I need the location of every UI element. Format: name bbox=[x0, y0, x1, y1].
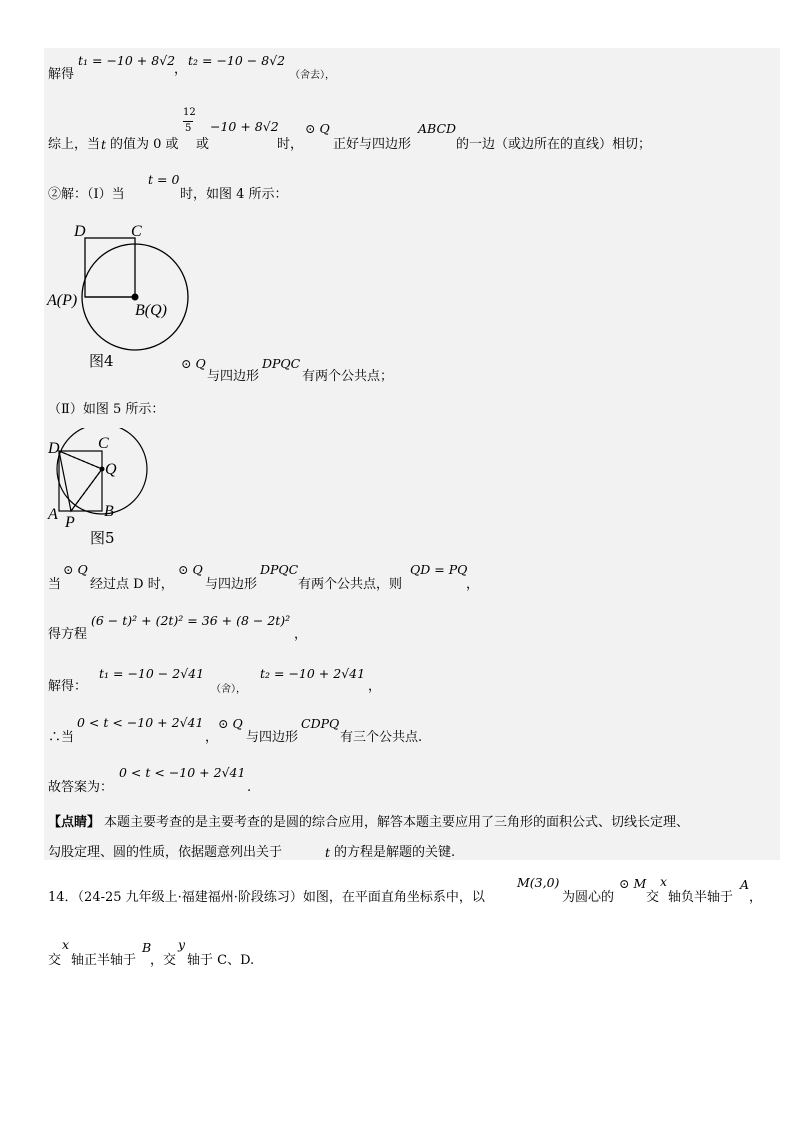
question-14-text: 14．（24-25 九年级上·福建福州·阶段练习）如图，在平面直角坐标系中，以 bbox=[48, 890, 485, 905]
triangle-dqp bbox=[59, 451, 102, 511]
label-d: D bbox=[48, 440, 60, 457]
text: 的值为 0 或 bbox=[110, 137, 179, 152]
label-a: A bbox=[48, 506, 58, 523]
text: ， bbox=[174, 62, 188, 77]
text: 有两个公共点； bbox=[302, 369, 394, 384]
text: 本题主要考查的是主要考查的是圆的综合应用，解答本题主要应用了三角形的面积公式、切线长定理、 bbox=[104, 815, 690, 830]
math-dpqc: DPQC bbox=[260, 562, 299, 577]
text: ， bbox=[294, 627, 308, 642]
label-c: C bbox=[131, 223, 142, 240]
point-b: B bbox=[142, 940, 152, 955]
text: 正好与四边形 bbox=[333, 137, 412, 152]
circle-q: ⊙ Q bbox=[218, 716, 243, 731]
circle-m: ⊙ M bbox=[619, 876, 647, 891]
point-a: A bbox=[740, 877, 750, 892]
point-b bbox=[132, 294, 139, 301]
text: 勾股定理、圆的性质，依据题意列出关于 bbox=[48, 845, 283, 860]
var-t: t bbox=[101, 137, 107, 152]
text: . bbox=[247, 780, 252, 795]
math-t2: t₂ = −10 − 8√2 bbox=[188, 53, 286, 68]
text: 有三个公共点. bbox=[340, 730, 423, 745]
circle-q: ⊙ Q bbox=[63, 562, 88, 577]
circle-q: ⊙ Q bbox=[178, 562, 203, 577]
math-dpqc: DPQC bbox=[262, 356, 301, 371]
label-b: B bbox=[104, 503, 114, 520]
label-bq: B(Q) bbox=[135, 302, 167, 319]
math-abcd: ABCD bbox=[418, 121, 457, 136]
frac-den: 5 bbox=[185, 123, 192, 134]
text: 轴负半轴于 bbox=[668, 890, 734, 905]
math-answer: 0 < t < −10 + 2√41 bbox=[119, 765, 246, 780]
point-q bbox=[100, 467, 105, 472]
text: ， bbox=[205, 730, 219, 745]
math-t2: t₂ = −10 + 2√41 bbox=[260, 666, 366, 681]
text: 得方程 bbox=[48, 627, 88, 642]
math-eq: QD = PQ bbox=[410, 562, 468, 577]
label-ap: A(P) bbox=[47, 292, 78, 309]
label-c: C bbox=[98, 435, 109, 452]
dianjing-label: 【点睛】 bbox=[48, 815, 101, 830]
text: ∴当 bbox=[48, 730, 75, 745]
text: 当 bbox=[48, 577, 62, 592]
square-abcd bbox=[85, 238, 135, 297]
math-t0: t = 0 bbox=[148, 172, 180, 187]
var-y: y bbox=[178, 937, 186, 952]
var-t: t bbox=[325, 845, 331, 860]
fig5-caption: 图5 bbox=[90, 529, 115, 547]
math-t1: t₁ = −10 + 8√2 bbox=[78, 53, 176, 68]
text: ， bbox=[466, 577, 480, 592]
var-x: x bbox=[62, 937, 70, 952]
text: 交 bbox=[646, 890, 660, 905]
text: 轴于 C、D. bbox=[187, 953, 255, 968]
text: 综上，当 bbox=[48, 137, 101, 152]
figure-4 bbox=[44, 218, 204, 378]
text: （舍去）， bbox=[290, 70, 335, 81]
math-expr: −10 + 8√2 bbox=[210, 119, 279, 134]
text: （Ⅱ）如图 5 所示： bbox=[48, 402, 165, 417]
text: 与四边形 bbox=[246, 730, 299, 745]
text: 或 bbox=[196, 137, 210, 152]
fig4-caption: 图4 bbox=[89, 352, 114, 370]
frac-num: 12 bbox=[183, 107, 196, 118]
label-d: D bbox=[74, 223, 86, 240]
text: 的一边（或边所在的直线）相切； bbox=[456, 137, 652, 152]
text: 时， bbox=[277, 137, 304, 152]
text: 交 bbox=[48, 953, 62, 968]
text: 与四边形 bbox=[207, 369, 260, 384]
label-p: P bbox=[65, 514, 75, 528]
math-t1: t₁ = −10 − 2√41 bbox=[99, 666, 205, 681]
text: 轴正半轴于 bbox=[71, 953, 137, 968]
text: ， bbox=[368, 679, 382, 694]
text: 的方程是解题的关键. bbox=[334, 845, 456, 860]
math-ineq: 0 < t < −10 + 2√41 bbox=[77, 715, 204, 730]
text: （舍）， bbox=[211, 684, 246, 695]
text: 时，如图 4 所示： bbox=[180, 187, 288, 202]
text: 故答案为： bbox=[48, 780, 114, 795]
text: 为圆心的 bbox=[562, 890, 615, 905]
label-q: Q bbox=[105, 461, 117, 478]
circle-q: ⊙ Q bbox=[305, 121, 330, 136]
text: 与四边形 bbox=[205, 577, 258, 592]
text: 解得： bbox=[48, 679, 88, 694]
math-cdpq: CDPQ bbox=[301, 716, 340, 731]
text: ， bbox=[749, 890, 763, 905]
text: 解得 bbox=[48, 67, 75, 82]
math-equation: (6 − t)² + (2t)² = 36 + (8 − 2t)² bbox=[91, 613, 291, 628]
text: 经过点 D 时， bbox=[90, 577, 174, 592]
text: ②解：（Ⅰ）当 bbox=[48, 187, 125, 202]
figure-5 bbox=[44, 428, 164, 528]
text: ，交 bbox=[150, 953, 177, 968]
text: 有两个公共点，则 bbox=[298, 577, 403, 592]
circle-q: ⊙ Q bbox=[181, 356, 206, 371]
math-m: M(3,0) bbox=[517, 875, 560, 890]
var-x: x bbox=[660, 874, 668, 889]
